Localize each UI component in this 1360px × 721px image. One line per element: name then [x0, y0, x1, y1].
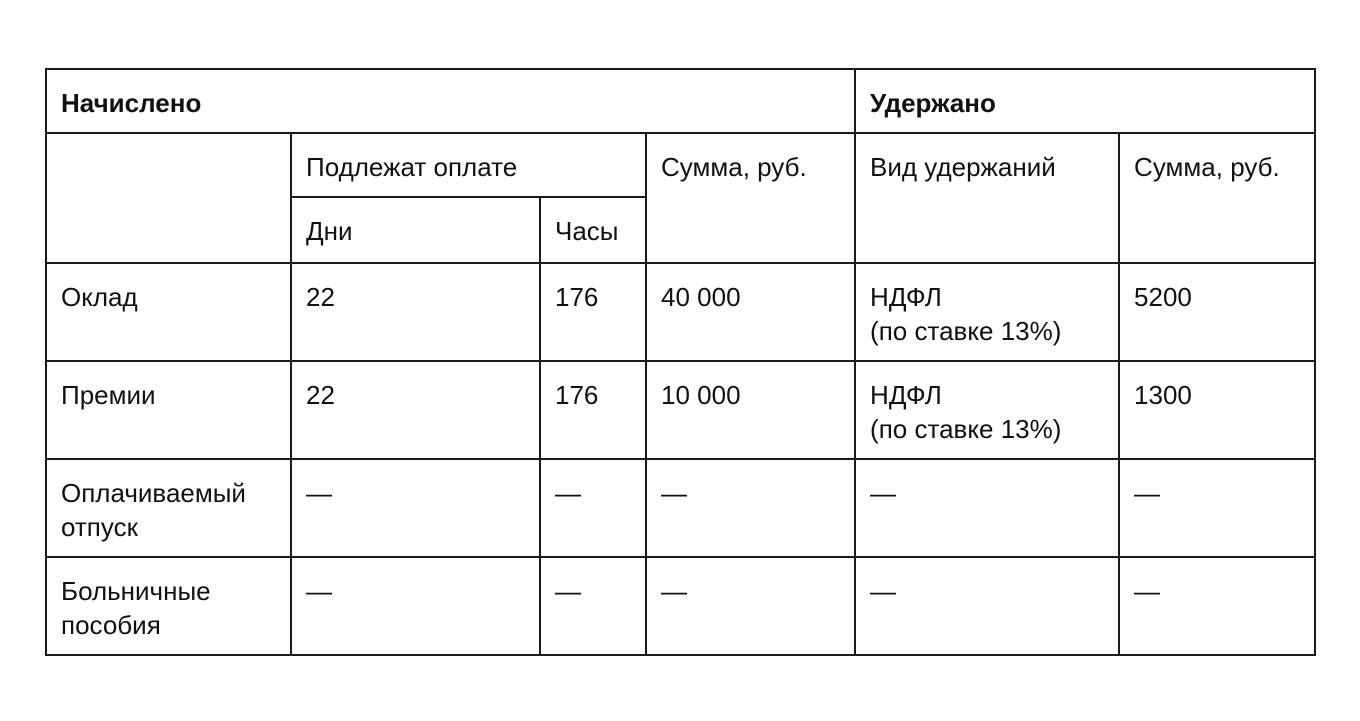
payroll-table — [45, 68, 1316, 656]
days-cell: 22 — [291, 263, 540, 361]
table-row — [46, 263, 1315, 361]
withheld-sum-cell: 5200 — [1119, 263, 1315, 361]
hours-cell: 176 — [540, 263, 646, 361]
table-row — [46, 361, 1315, 459]
table-row — [46, 557, 1315, 655]
row-name-cell: Больничные пособия — [46, 557, 291, 655]
section-accrued-header: Начислено — [46, 69, 855, 133]
row-name-cell: Оплачиваемый отпуск — [46, 459, 291, 557]
withholding-cell: — — [855, 557, 1119, 655]
withheld-sum-cell: — — [1119, 459, 1315, 557]
table-row — [46, 459, 1315, 557]
withholding-cell: НДФЛ (по ставке 13%) — [855, 361, 1119, 459]
withholding-type-header: Вид удержаний — [855, 133, 1119, 263]
withheld-sum-cell: 1300 — [1119, 361, 1315, 459]
days-cell: — — [291, 459, 540, 557]
payable-header: Подлежат оплате — [291, 133, 646, 197]
column-header-row — [46, 133, 1315, 197]
hours-cell: 176 — [540, 361, 646, 459]
withheld-sum-cell: — — [1119, 557, 1315, 655]
section-header-row — [46, 69, 1315, 133]
withholding-cell: — — [855, 459, 1119, 557]
row-name-cell: Оклад — [46, 263, 291, 361]
empty-header-cell — [46, 133, 291, 263]
sum-accrued-header: Сумма, руб. — [646, 133, 855, 263]
sum-cell: 10 000 — [646, 361, 855, 459]
sum-cell: 40 000 — [646, 263, 855, 361]
days-header: Дни — [291, 197, 540, 263]
sum-cell: — — [646, 557, 855, 655]
row-name-cell: Премии — [46, 361, 291, 459]
hours-header: Часы — [540, 197, 646, 263]
sum-cell: — — [646, 459, 855, 557]
days-cell: — — [291, 557, 540, 655]
sum-withheld-header: Сумма, руб. — [1119, 133, 1315, 263]
withholding-cell: НДФЛ (по ставке 13%) — [855, 263, 1119, 361]
days-cell: 22 — [291, 361, 540, 459]
hours-cell: — — [540, 459, 646, 557]
section-withheld-header: Удержано — [855, 69, 1315, 133]
hours-cell: — — [540, 557, 646, 655]
